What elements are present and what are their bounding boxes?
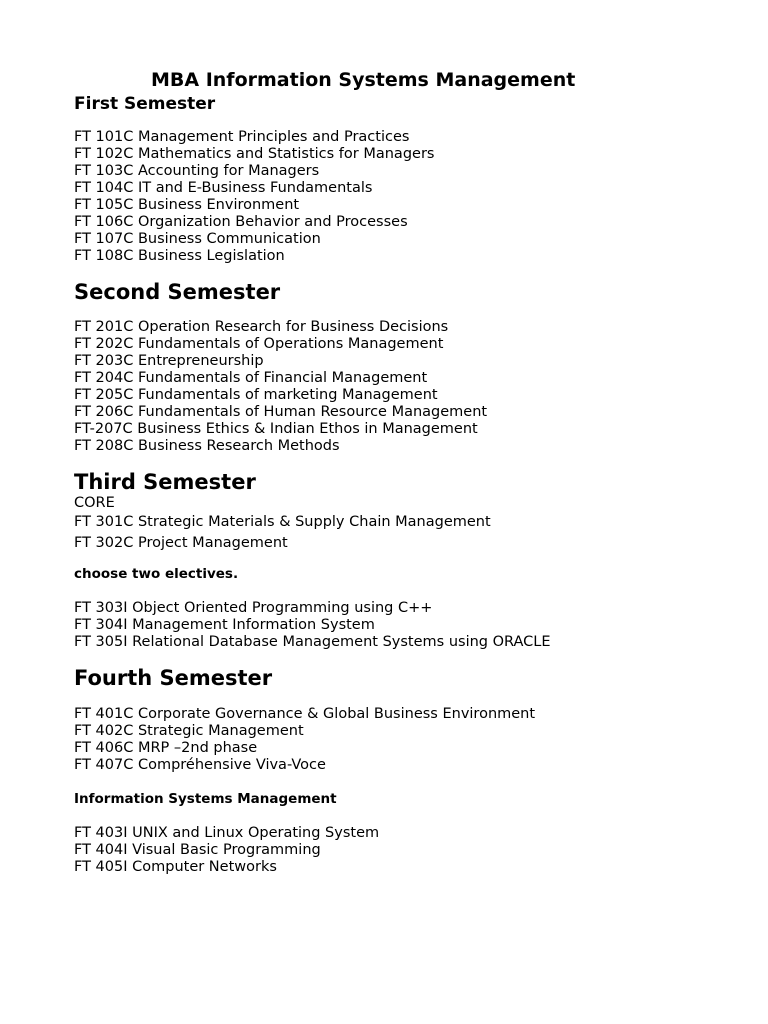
elective-note: choose two electives. [74, 566, 239, 582]
course-item: FT 203C Entrepreneurship [74, 353, 264, 369]
course-item: FT 401C Corporate Governance & Global Business Environment [74, 706, 536, 722]
specialization-course-list [74, 825, 734, 876]
course-item: FT 107C Business Communication [74, 231, 321, 247]
first-semester-course-list [74, 129, 734, 265]
course-item: FT 202C Fundamentals of Operations Management [74, 336, 444, 352]
second-semester-course-list [74, 319, 734, 455]
fourth-semester-heading: Fourth Semester [74, 666, 273, 690]
third-semester-elective-list [74, 600, 734, 651]
third-semester-heading: Third Semester [74, 470, 256, 494]
course-item: FT 301C Strategic Materials & Supply Chain Management [74, 514, 491, 530]
course-item: FT 403I UNIX and Linux Operating System [74, 825, 380, 841]
course-item: FT 406C MRP –2nd phase [74, 740, 258, 756]
course-item: FT 407C Compréhensive Viva-Voce [74, 757, 326, 773]
fourth-semester-course-list [74, 706, 734, 774]
course-item: FT 208C Business Research Methods [74, 438, 340, 454]
course-item: FT 204C Fundamentals of Financial Management [74, 370, 428, 386]
course-item: FT-207C Business Ethics & Indian Ethos in Management [74, 421, 478, 437]
course-item: FT 201C Operation Research for Business Decisions [74, 319, 449, 335]
course-item: FT 305I Relational Database Management Systems using ORACLE [74, 634, 551, 650]
course-item: FT 205C Fundamentals of marketing Management [74, 387, 438, 403]
course-item: FT 303I Object Oriented Programming using C++ [74, 600, 433, 616]
core-label: CORE [74, 495, 115, 511]
course-item: FT 106C Organization Behavior and Processes [74, 214, 408, 230]
document-title: MBA Information Systems Management [151, 69, 576, 91]
course-item: FT 404I Visual Basic Programming [74, 842, 321, 858]
course-item: FT 108C Business Legislation [74, 248, 285, 264]
course-item: FT 302C Project Management [74, 535, 288, 551]
course-item: FT 206C Fundamentals of Human Resource Management [74, 404, 488, 420]
second-semester-heading: Second Semester [74, 280, 281, 304]
course-item: FT 102C Mathematics and Statistics for Managers [74, 146, 435, 162]
specialization-heading: Information Systems Management [74, 791, 337, 807]
course-item: FT 101C Management Principles and Practices [74, 129, 410, 145]
course-item: FT 405I Computer Networks [74, 859, 277, 875]
course-item: FT 104C IT and E-Business Fundamentals [74, 180, 373, 196]
first-semester-heading: First Semester [74, 94, 216, 114]
course-item: FT 304I Management Information System [74, 617, 375, 633]
course-item: FT 105C Business Environment [74, 197, 300, 213]
document-page [74, 66, 734, 876]
course-item: FT 402C Strategic Management [74, 723, 304, 739]
third-semester-core-list [74, 512, 734, 554]
course-item: FT 103C Accounting for Managers [74, 163, 320, 179]
